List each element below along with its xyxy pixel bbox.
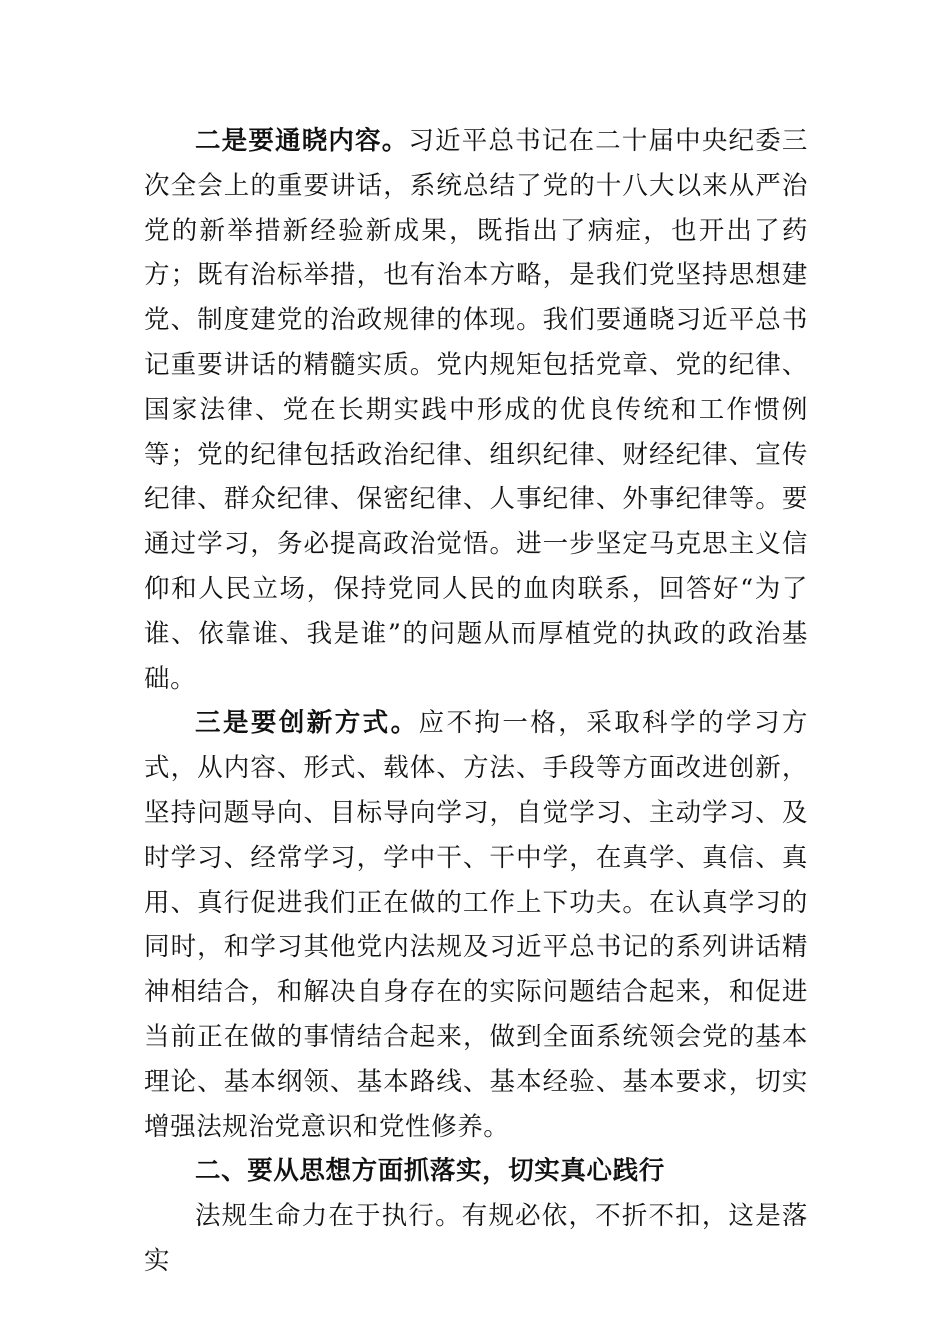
paragraph-text: 应不拘一格，采取科学的学习方式，从内容、形式、载体、方法、手段等方面改进创新，坚持问题导向、目标导向学习，自觉学习、主动学习、及时学习、经常学习，学中干、干中学，在真学、真信、真用、真行促进我们正在做的工作上下功夫。在认真学习的同时，和学习其他党内法规及习近平总书记的系列讲话精神相结合，和解决自身存在的实际问题结合起来，和促进当前正在做的事情结合起来，做到全面系统领会党的基本理论、基本纲领、基本路线、基本经验、基本要求，切实增强法规治党意识和党性修养。 bbox=[144, 708, 808, 1142]
paragraph-lead-innovate-methods: 三是要创新方式。 bbox=[195, 708, 419, 739]
paragraph-innovate-methods bbox=[144, 701, 808, 1149]
paragraph-execution bbox=[144, 1194, 808, 1284]
paragraph-understand-content bbox=[144, 119, 808, 701]
paragraph-text: 习近平总书记在二十届中央纪委三次全会上的重要讲话，系统总结了党的十八大以来从严治党的新举措新经验新成果，既指出了病症，也开出了药方；既有治标举措，也有治本方略，是我们党坚持思想建党、制度建党的治政规律的体现。我们要通晓习近平总书记重要讲话的精髓实质。党内规矩包括党章、党的纪律、国家法律、党在长期实践中形成的优良传统和工作惯例等；党的纪律包括政治纪律、组织纪律、财经纪律、宣传纪律、群众纪律、保密纪律、人事纪律、外事纪律等。要通过学习，务必提高政治觉悟。进一步坚定马克思主义信仰和人民立场，保持党同人民的血肉联系，回答好“为了谁、依靠谁、我是谁”的问题从而厚植党的执政的政治基础。 bbox=[144, 126, 808, 694]
paragraph-text: 法规生命力在于执行。有规必依，不折不扣，这是落实 bbox=[144, 1201, 808, 1276]
section-heading: 二、要从思想方面抓落实，切实真心践行 bbox=[195, 1156, 665, 1187]
document-body bbox=[144, 119, 808, 1284]
paragraph-lead-understand-content: 二是要通晓内容。 bbox=[195, 126, 409, 156]
